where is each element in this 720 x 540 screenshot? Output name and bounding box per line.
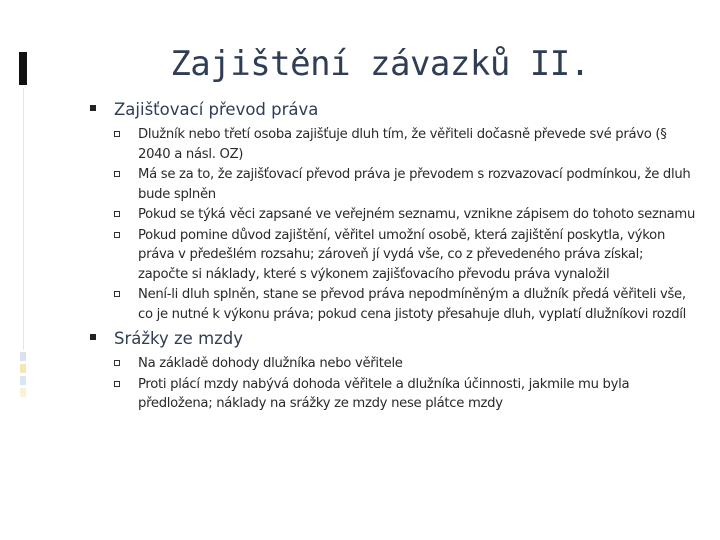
deco-block (20, 376, 26, 385)
bullet-list (114, 125, 708, 324)
section-zajistovaci-prevod (88, 99, 708, 324)
list-item-text: Pokud pomine důvod zajištění, věřitel umožní osobě, která zajištění poskytla, výkon práva v předešlém rozsahu; zároveň jí vydá vše, co z převedeného práva získal; započte si náklady, které s výkonem zajišťovacího převodu práva vynaložil (138, 227, 665, 282)
hollow-square-bullet-icon (114, 211, 120, 217)
list-item-text: Proti plácí mzdy nabývá dohoda věřitele a dlužníka účinnosti, jakmile mu byla předložena; náklady na srážky ze mzdy nese plátce mzdy (138, 376, 630, 411)
list-item-text: Na základě dohody dlužníka nebo věřitele (138, 356, 403, 371)
list-item-text: Má se za to, že zajišťovací převod práva je převodem s rozvazovací podmínkou, že dluh bude splněn (138, 167, 691, 202)
decorative-blocks (20, 352, 26, 400)
hollow-square-bullet-icon (114, 232, 120, 238)
slide-content (88, 99, 708, 418)
left-divider-line (23, 88, 24, 350)
hollow-square-bullet-icon (114, 381, 120, 387)
deco-block (20, 388, 26, 397)
list-item (114, 375, 708, 414)
hollow-square-bullet-icon (114, 291, 120, 297)
list-item-text: Není-li dluh splněn, stane se převod práva nepodmíněným a dlužník předá věřiteli vše, co je nutné k výkonu práva; pokud cena jistoty přesahuje dluh, vyplatí dlužníkovi rozdíl (138, 287, 686, 322)
list-item-text: Pokud se týká věci zapsané ve veřejném seznamu, vznikne zápisem do tohoto seznamu (138, 207, 696, 222)
section-heading: Zajišťovací převod práva (114, 100, 319, 119)
list-item (114, 125, 708, 164)
list-item (114, 285, 708, 324)
list-item (114, 226, 708, 285)
hollow-square-bullet-icon (114, 131, 120, 137)
list-item (114, 165, 708, 204)
list-item-text: Dlužník nebo třetí osoba zajišťuje dluh tím, že věřiteli dočasně převede své právo (§ 2040 a násl. OZ) (138, 127, 667, 162)
deco-block (20, 352, 26, 361)
list-item (114, 205, 708, 225)
list-item (114, 354, 708, 374)
square-bullet-icon (90, 105, 96, 111)
deco-block (20, 364, 26, 373)
section-heading: Srážky ze mzdy (114, 329, 244, 348)
section-srazky-ze-mzdy (88, 328, 708, 414)
slide-title: Zajištění závazků II. (170, 44, 590, 84)
hollow-square-bullet-icon (114, 171, 120, 177)
hollow-square-bullet-icon (114, 360, 120, 366)
square-bullet-icon (90, 334, 96, 340)
bullet-list (114, 354, 708, 414)
